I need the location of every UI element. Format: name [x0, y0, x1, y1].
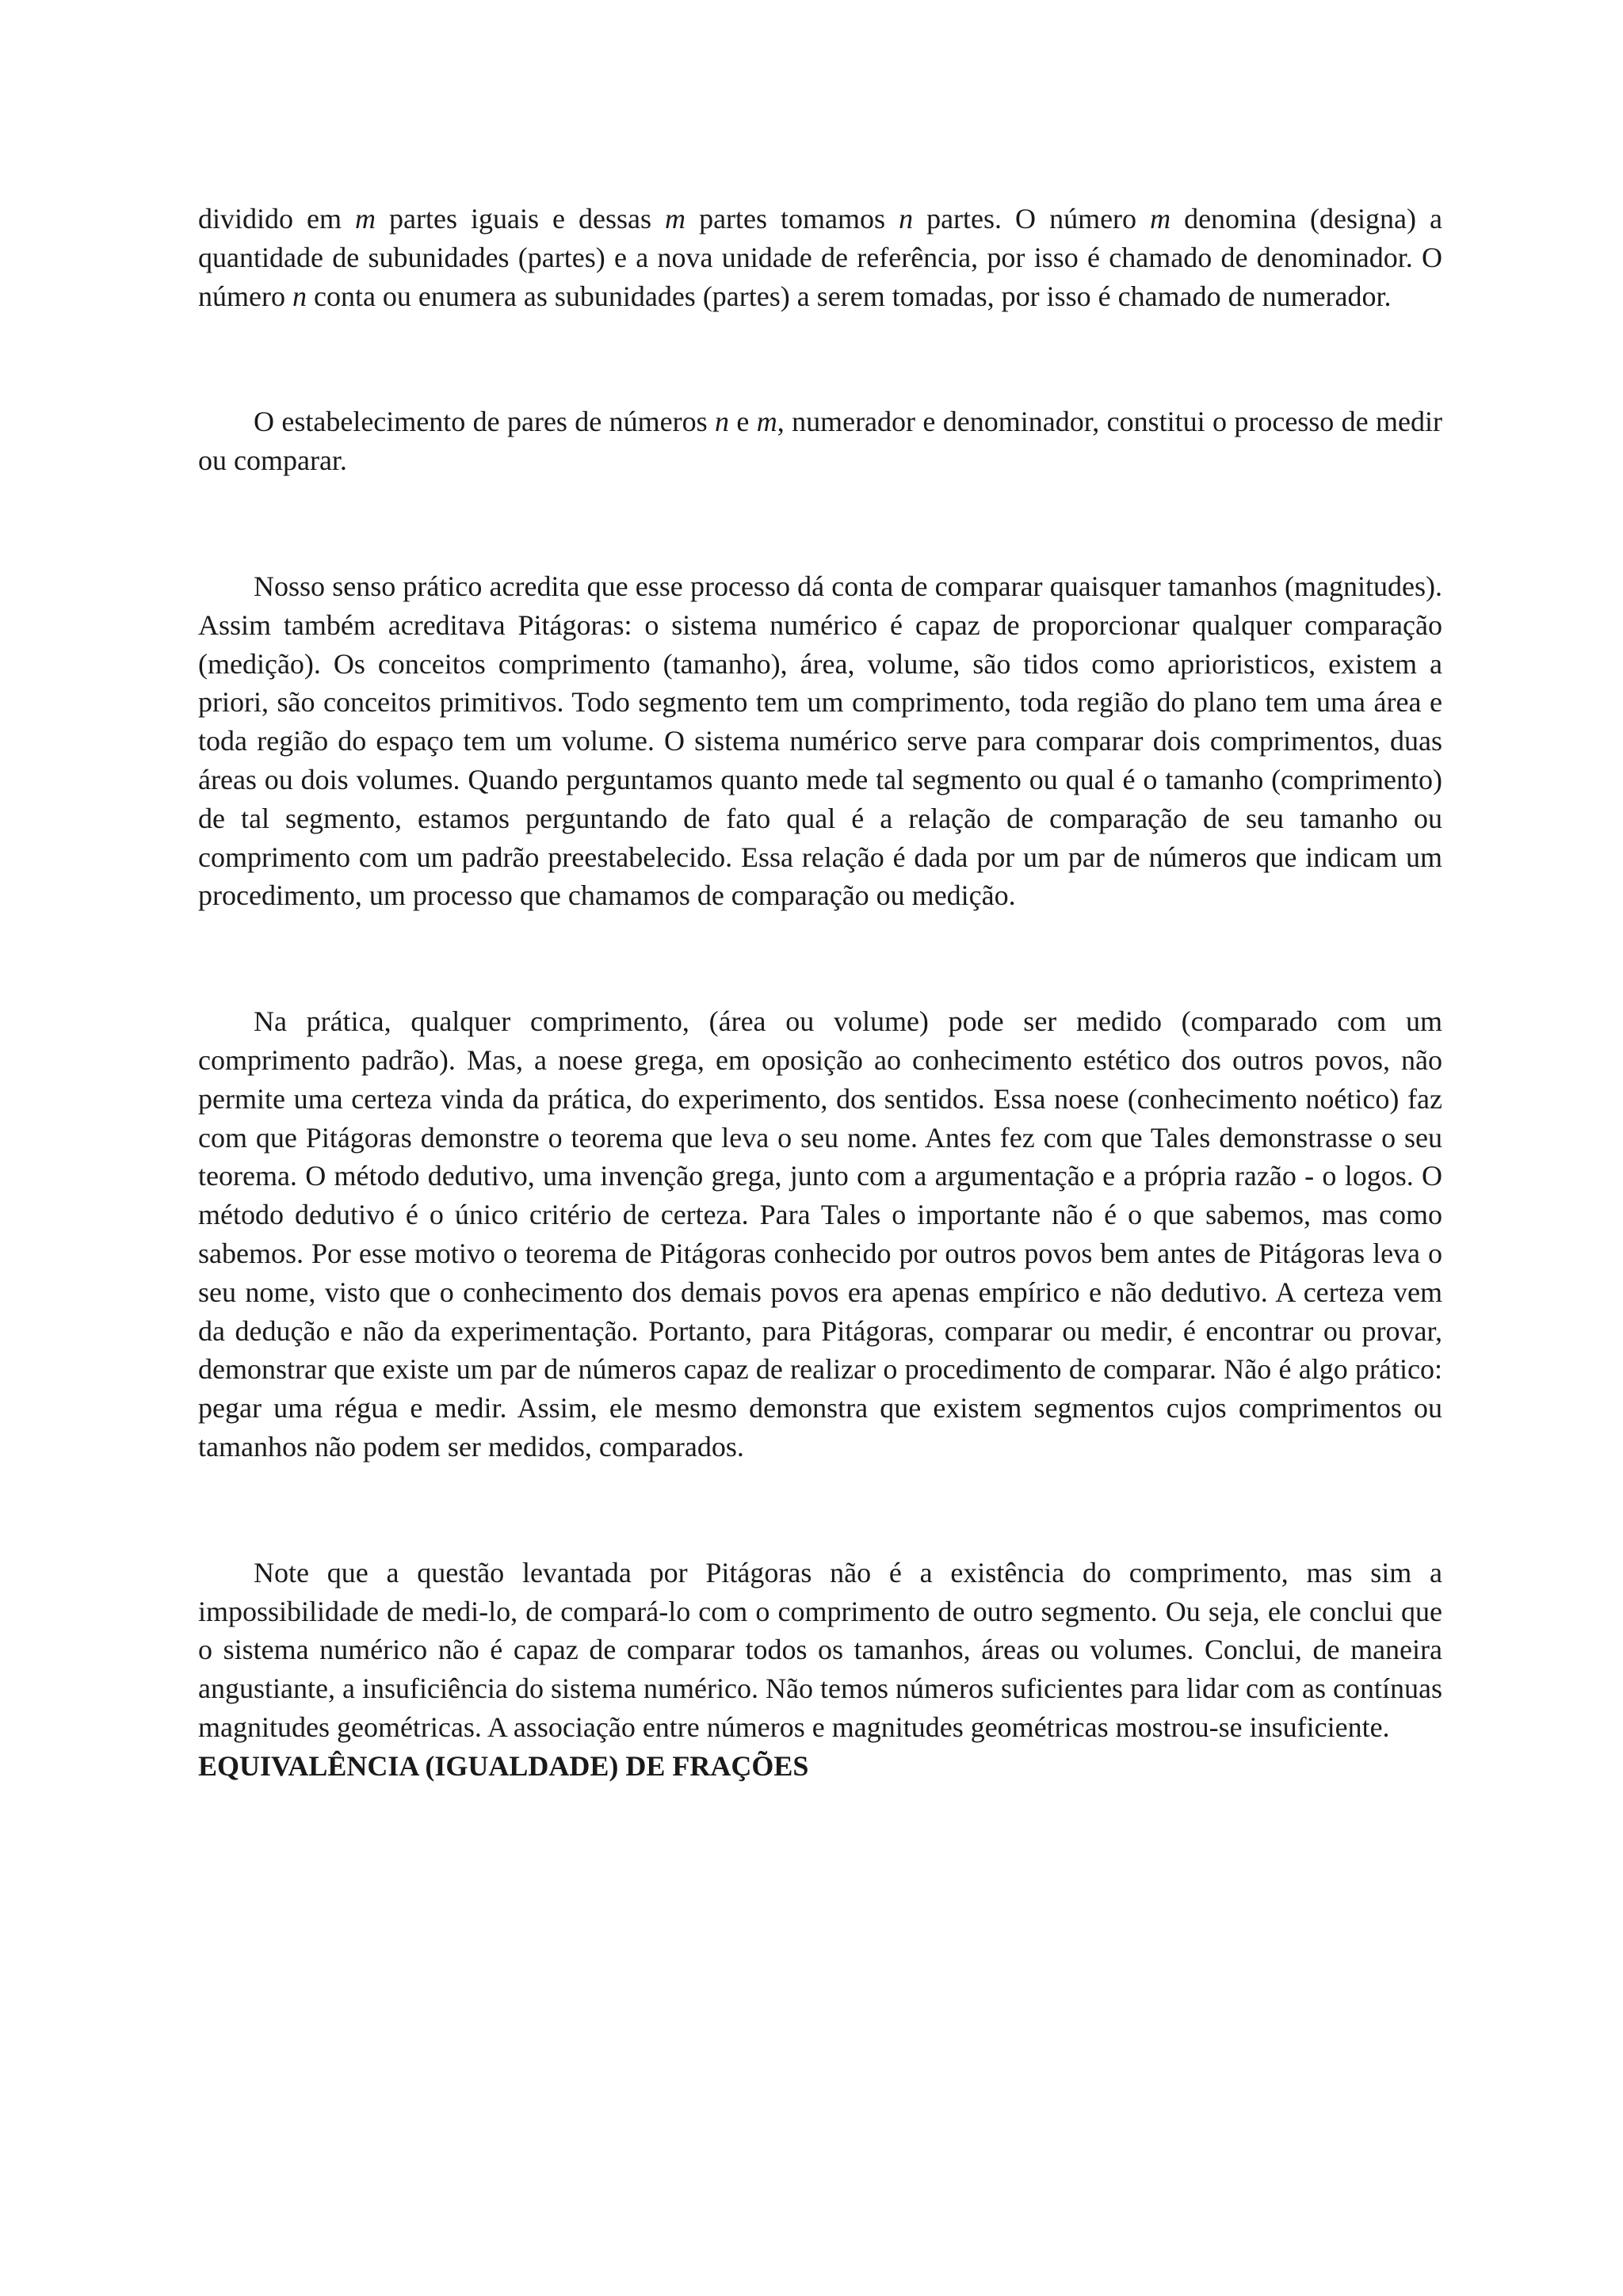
variable-m: m	[1150, 203, 1171, 235]
text-segment: denomina (designa) a quantidade de subunidades (partes) e a nova unidade de referência, por isso é chamado de denominador. O número	[198, 203, 1442, 312]
paragraph-greek-noesis	[198, 1002, 1442, 1466]
text-segment: Note que a questão levantada por Pitágoras não é a existência do comprimento, mas sim a impossibilidade de medi-lo, de compará-lo com o comprimento de outro segmento. Ou seja, ele conclui que o sistema numérico não é capaz de comparar todos os tamanhos, áreas ou volumes. Conclui, de maneira angustiante, a insuficiência do sistema numérico. Não temos números suficientes para lidar com as contínuas magnitudes geométricas. A associação entre números e magnitudes geométricas mostrou-se insuficiente.	[198, 1556, 1442, 1743]
text-segment: O estabelecimento de pares de números	[254, 406, 715, 438]
text-segment: partes tomamos	[685, 203, 899, 235]
variable-n: n	[899, 203, 914, 235]
paragraph-number-pairs	[198, 402, 1442, 480]
paragraph-fraction-definition	[198, 200, 1442, 315]
variable-m: m	[355, 203, 376, 235]
text-segment: conta ou enumera as subunidades (partes) a serem tomadas, por isso é chamado de numerador.	[306, 280, 1392, 312]
text-segment: partes. O número	[913, 203, 1151, 235]
variable-m: m	[665, 203, 686, 235]
text-segment: partes iguais e dessas	[376, 203, 666, 235]
text-segment: Na prática, qualquer comprimento, (área ou volume) pode ser medido (comparado com um comprimento padrão). Mas, a noese grega, em oposição ao conhecimento estético dos outros povos, não permite uma certeza vinda da prática, do experimento, dos sentidos. Essa noese (conhecimento noético) faz com que Pitágoras demonstre o teorema que leva o seu nome. Antes fez com que Tales demonstrasse o seu teorema. O método dedutivo, uma invenção grega, junto com a argumentação e a própria razão - o logos. O método dedutivo é o único critério de certeza. Para Tales o importante não é o que sabemos, mas como sabemos. Por esse motivo o teorema de Pitágoras conhecido por outros povos bem antes de Pitágoras leva o seu nome, visto que o conhecimento dos demais povos era apenas empírico e não dedutivo. A certeza vem da dedução e não da experimentação. Portanto, para Pitágoras, comparar ou medir, é encontrar ou provar, demonstrar que existe um par de números capaz de realizar o procedimento de comparar. Não é algo prático: pegar uma régua e medir. Assim, ele mesmo demonstra que existem segmentos cujos comprimentos ou tamanhos não podem ser medidos, comparados.	[198, 1005, 1442, 1463]
variable-m: m	[756, 406, 777, 438]
text-segment: Nosso senso prático acredita que esse processo dá conta de comparar quaisquer tamanhos (magnitudes). Assim também acreditava Pitágoras: o sistema numérico é capaz de proporcionar qualquer comparação (medição). Os conceitos comprimento (tamanho), área, volume, são tidos como aprioristicos, existem a priori, são conceitos primitivos. Todo segmento tem um comprimento, toda região do plano tem uma área e toda região do espaço tem um volume. O sistema numérico serve para comparar dois comprimentos, duas áreas ou dois volumes. Quando perguntamos quanto mede tal segmento ou qual é o tamanho (comprimento) de tal segmento, estamos perguntando de fato qual é a relação de comparação de seu tamanho ou comprimento com um padrão preestabelecido. Essa relação é dada por um par de números que indicam um procedimento, um processo que chamamos de comparação ou medição.	[198, 570, 1442, 912]
page-body	[198, 200, 1442, 1786]
text-segment: , numerador e denominador, constitui o processo de medir ou comparar.	[198, 406, 1442, 477]
variable-n: n	[715, 406, 729, 438]
text-segment: e	[729, 406, 757, 438]
text-segment: dividido em	[198, 203, 356, 235]
variable-n: n	[292, 280, 307, 312]
section-heading: EQUIVALÊNCIA (IGUALDADE) DE FRAÇÕES	[198, 1749, 809, 1782]
paragraph-pythagoras-question	[198, 1554, 1442, 1747]
paragraph-practical-sense	[198, 567, 1442, 915]
